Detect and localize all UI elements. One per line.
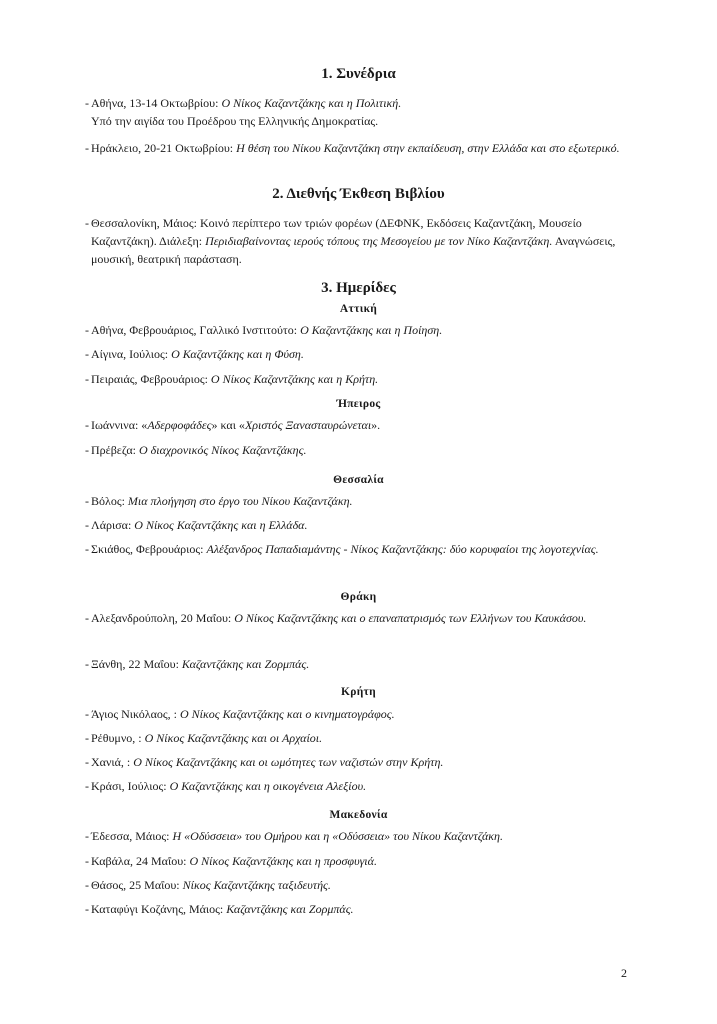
entry-text: ». bbox=[371, 418, 381, 432]
entry-note: Υπό την αιγίδα του Προέδρου της Ελληνικής Δημοκρατίας. bbox=[91, 114, 379, 128]
entry-text: Έδεσσα, Μάιος: bbox=[91, 829, 173, 843]
list-dash: - bbox=[85, 323, 89, 337]
entry-cr2 bbox=[85, 729, 645, 747]
entry-title: Αλέξανδρος Παπαδιαμάντης - Νίκος Καζαντζάκης: δύο κορυφαίοι της λογοτεχνίας. bbox=[206, 542, 599, 556]
entry-text: Σκιάθος, Φεβρουάριος: bbox=[91, 542, 207, 556]
entry-text: Αθήνα, 13-14 Οκτωβρίου: bbox=[91, 96, 222, 110]
list-dash: - bbox=[85, 372, 89, 386]
entry-thr2 bbox=[85, 655, 645, 673]
list-dash: - bbox=[85, 854, 89, 868]
list-dash: - bbox=[85, 542, 89, 556]
region-thessaly: Θεσσαλία bbox=[333, 474, 384, 486]
entry-title: Μια πλοήγηση στο έργο του Νίκου Καζαντζάκη. bbox=[127, 494, 353, 508]
region-macedonia: Μακεδονία bbox=[329, 809, 388, 821]
entry-conf2 bbox=[85, 139, 645, 157]
entry-text: Πρέβεζα: bbox=[91, 443, 139, 457]
entry-title: Η θέση του Νίκου Καζαντζάκη στην εκπαίδευση, στην Ελλάδα και στο εξωτερικό. bbox=[236, 141, 620, 155]
entry-title: Ο διαχρονικός Νίκος Καζαντζάκης. bbox=[139, 443, 307, 457]
entry-text: Αλεξανδρούπολη, 20 Μαΐου: bbox=[91, 611, 235, 625]
entry-text: Αθήνα, Φεβρουάριος, Γαλλικό Ινστιτούτο: bbox=[91, 323, 301, 337]
list-dash: - bbox=[85, 731, 89, 745]
entry-title: Ο Νίκος Καζαντζάκης και η Ελλάδα. bbox=[134, 518, 308, 532]
entry-title: του Νίκου Καζαντζάκη. bbox=[390, 829, 503, 843]
entry-title: Ο Καζαντζάκης και η Ποίηση. bbox=[300, 323, 443, 337]
region-crete: Κρήτη bbox=[341, 686, 376, 698]
entry-ep2 bbox=[85, 441, 645, 459]
entry-att3 bbox=[85, 370, 645, 388]
entry-text: Πειραιάς, Φεβρουάριος: bbox=[91, 372, 211, 386]
list-dash: - bbox=[85, 347, 89, 361]
entry-title: Ο Νίκος Καζαντζάκης και οι Αρχαίοι. bbox=[144, 731, 323, 745]
list-dash: - bbox=[85, 418, 89, 432]
entry-cr4 bbox=[85, 777, 645, 795]
page-number: 2 bbox=[621, 966, 627, 980]
entry-text: Ηράκλειο, 20-21 Οκτωβρίου: bbox=[91, 141, 237, 155]
heading-conferences: 1. Συνέδρια bbox=[321, 66, 396, 82]
entry-text: Ιωάννινα: « bbox=[91, 418, 148, 432]
entry-title: του Ομήρου και η bbox=[242, 829, 333, 843]
list-dash: - bbox=[85, 96, 89, 110]
entry-att1 bbox=[85, 321, 645, 339]
entry-title: Νίκος Καζαντζάκης ταξιδευτής. bbox=[182, 878, 331, 892]
entry-th1 bbox=[85, 492, 645, 510]
region-thrace: Θράκη bbox=[340, 591, 377, 603]
entry-title: Καζαντζάκης και Ζορμπάς. bbox=[181, 657, 310, 671]
entry-mac3 bbox=[85, 876, 645, 894]
entry-title: Ο Νίκος Καζαντζάκης και η προσφυγιά. bbox=[189, 854, 377, 868]
entry-conf1 bbox=[85, 94, 645, 130]
entry-text: Αίγινα, Ιούλιος: bbox=[91, 347, 172, 361]
list-dash: - bbox=[85, 443, 89, 457]
entry-title: Ο Νίκος Καζαντζάκης και η Κρήτη. bbox=[210, 372, 379, 386]
entry-title: Ο Καζαντζάκης και η Φύση. bbox=[171, 347, 304, 361]
heading-book-fair: 2. Διεθνής Έκθεση Βιβλίου bbox=[272, 186, 445, 202]
entry-thr1 bbox=[85, 609, 645, 627]
list-dash: - bbox=[85, 902, 89, 916]
list-dash: - bbox=[85, 141, 89, 155]
entry-text: Καβάλα, 24 Μαΐου: bbox=[91, 854, 190, 868]
list-dash: - bbox=[85, 216, 89, 230]
entry-title: Ο Νίκος Καζαντζάκης και ο κινηματογράφος. bbox=[180, 707, 395, 721]
entry-title: «Οδύσσεια» bbox=[332, 829, 391, 843]
entry-title: Περιδιαβαίνοντας ιερούς τόπους της Μεσογείου με τον Νίκο Καζαντζάκη. bbox=[205, 234, 553, 248]
entry-title: Χριστός Ξανασταυρώνεται bbox=[244, 418, 372, 432]
entry-text: Χανιά, : bbox=[91, 755, 134, 769]
entry-mac4 bbox=[85, 900, 645, 918]
entry-title: Ο Νίκος Καζαντζάκης και οι ωμότητες των ναζιστών στην Κρήτη. bbox=[133, 755, 444, 769]
list-dash: - bbox=[85, 518, 89, 532]
region-attica: Αττική bbox=[339, 303, 378, 315]
entry-text: Καταφύγι Κοζάνης, Μάιος: bbox=[91, 902, 227, 916]
entry-ep1 bbox=[85, 416, 645, 434]
entry-text: Ξάνθη, 22 Μαΐου: bbox=[91, 657, 182, 671]
entry-text: Κράσι, Ιούλιος: bbox=[91, 779, 170, 793]
list-dash: - bbox=[85, 611, 89, 625]
entry-cr3 bbox=[85, 753, 645, 771]
entry-att2 bbox=[85, 345, 645, 363]
entry-text: Θάσος, 25 Μαΐου: bbox=[91, 878, 183, 892]
list-dash: - bbox=[85, 779, 89, 793]
entry-text: Άγιος Νικόλαος, : bbox=[91, 707, 180, 721]
entry-text: Αναγνώσεις, μουσική, θεατρική παράσταση. bbox=[91, 234, 616, 266]
entry-text: Ρέθυμνο, : bbox=[91, 731, 145, 745]
entry-cr1 bbox=[85, 705, 645, 723]
entry-text: Λάρισα: bbox=[91, 518, 135, 532]
entry-th3 bbox=[85, 540, 645, 558]
entry-title: Ο Νίκος Καζαντζάκης και ο επαναπατρισμός των Ελλήνων του Καυκάσου. bbox=[234, 611, 587, 625]
heading-days: 3. Ημερίδες bbox=[321, 280, 396, 296]
list-dash: - bbox=[85, 657, 89, 671]
entry-th2 bbox=[85, 516, 645, 534]
list-dash: - bbox=[85, 755, 89, 769]
entry-title: Καζαντζάκης και Ζορμπάς. bbox=[226, 902, 354, 916]
entry-mac1 bbox=[85, 827, 645, 845]
entry-title: Ο Καζαντζάκης και η οικογένεια Αλεξίου. bbox=[169, 779, 367, 793]
entry-mac2 bbox=[85, 852, 645, 870]
region-epirus: Ήπειρος bbox=[336, 398, 381, 410]
entry-text: Θεσσαλονίκη, Μάιος: Κοινό περίπτερο των τριών φορέων (ΔΕΦΝΚ, Εκδόσεις Καζαντζάκη, Μουσείο Καζαντζάκη). Διάλεξη: bbox=[91, 216, 582, 248]
entry-title: Ο Νίκος Καζαντζάκης και η Πολιτική. bbox=[221, 96, 402, 110]
list-dash: - bbox=[85, 829, 89, 843]
list-dash: - bbox=[85, 707, 89, 721]
entry-text: » και « bbox=[211, 418, 245, 432]
entry-text: Βόλος: bbox=[91, 494, 128, 508]
entry-fair1 bbox=[85, 214, 645, 268]
list-dash: - bbox=[85, 878, 89, 892]
entry-title: Η «Οδύσσεια» bbox=[172, 829, 243, 843]
entry-title: Αδερφοφάδες bbox=[147, 418, 212, 432]
list-dash: - bbox=[85, 494, 89, 508]
